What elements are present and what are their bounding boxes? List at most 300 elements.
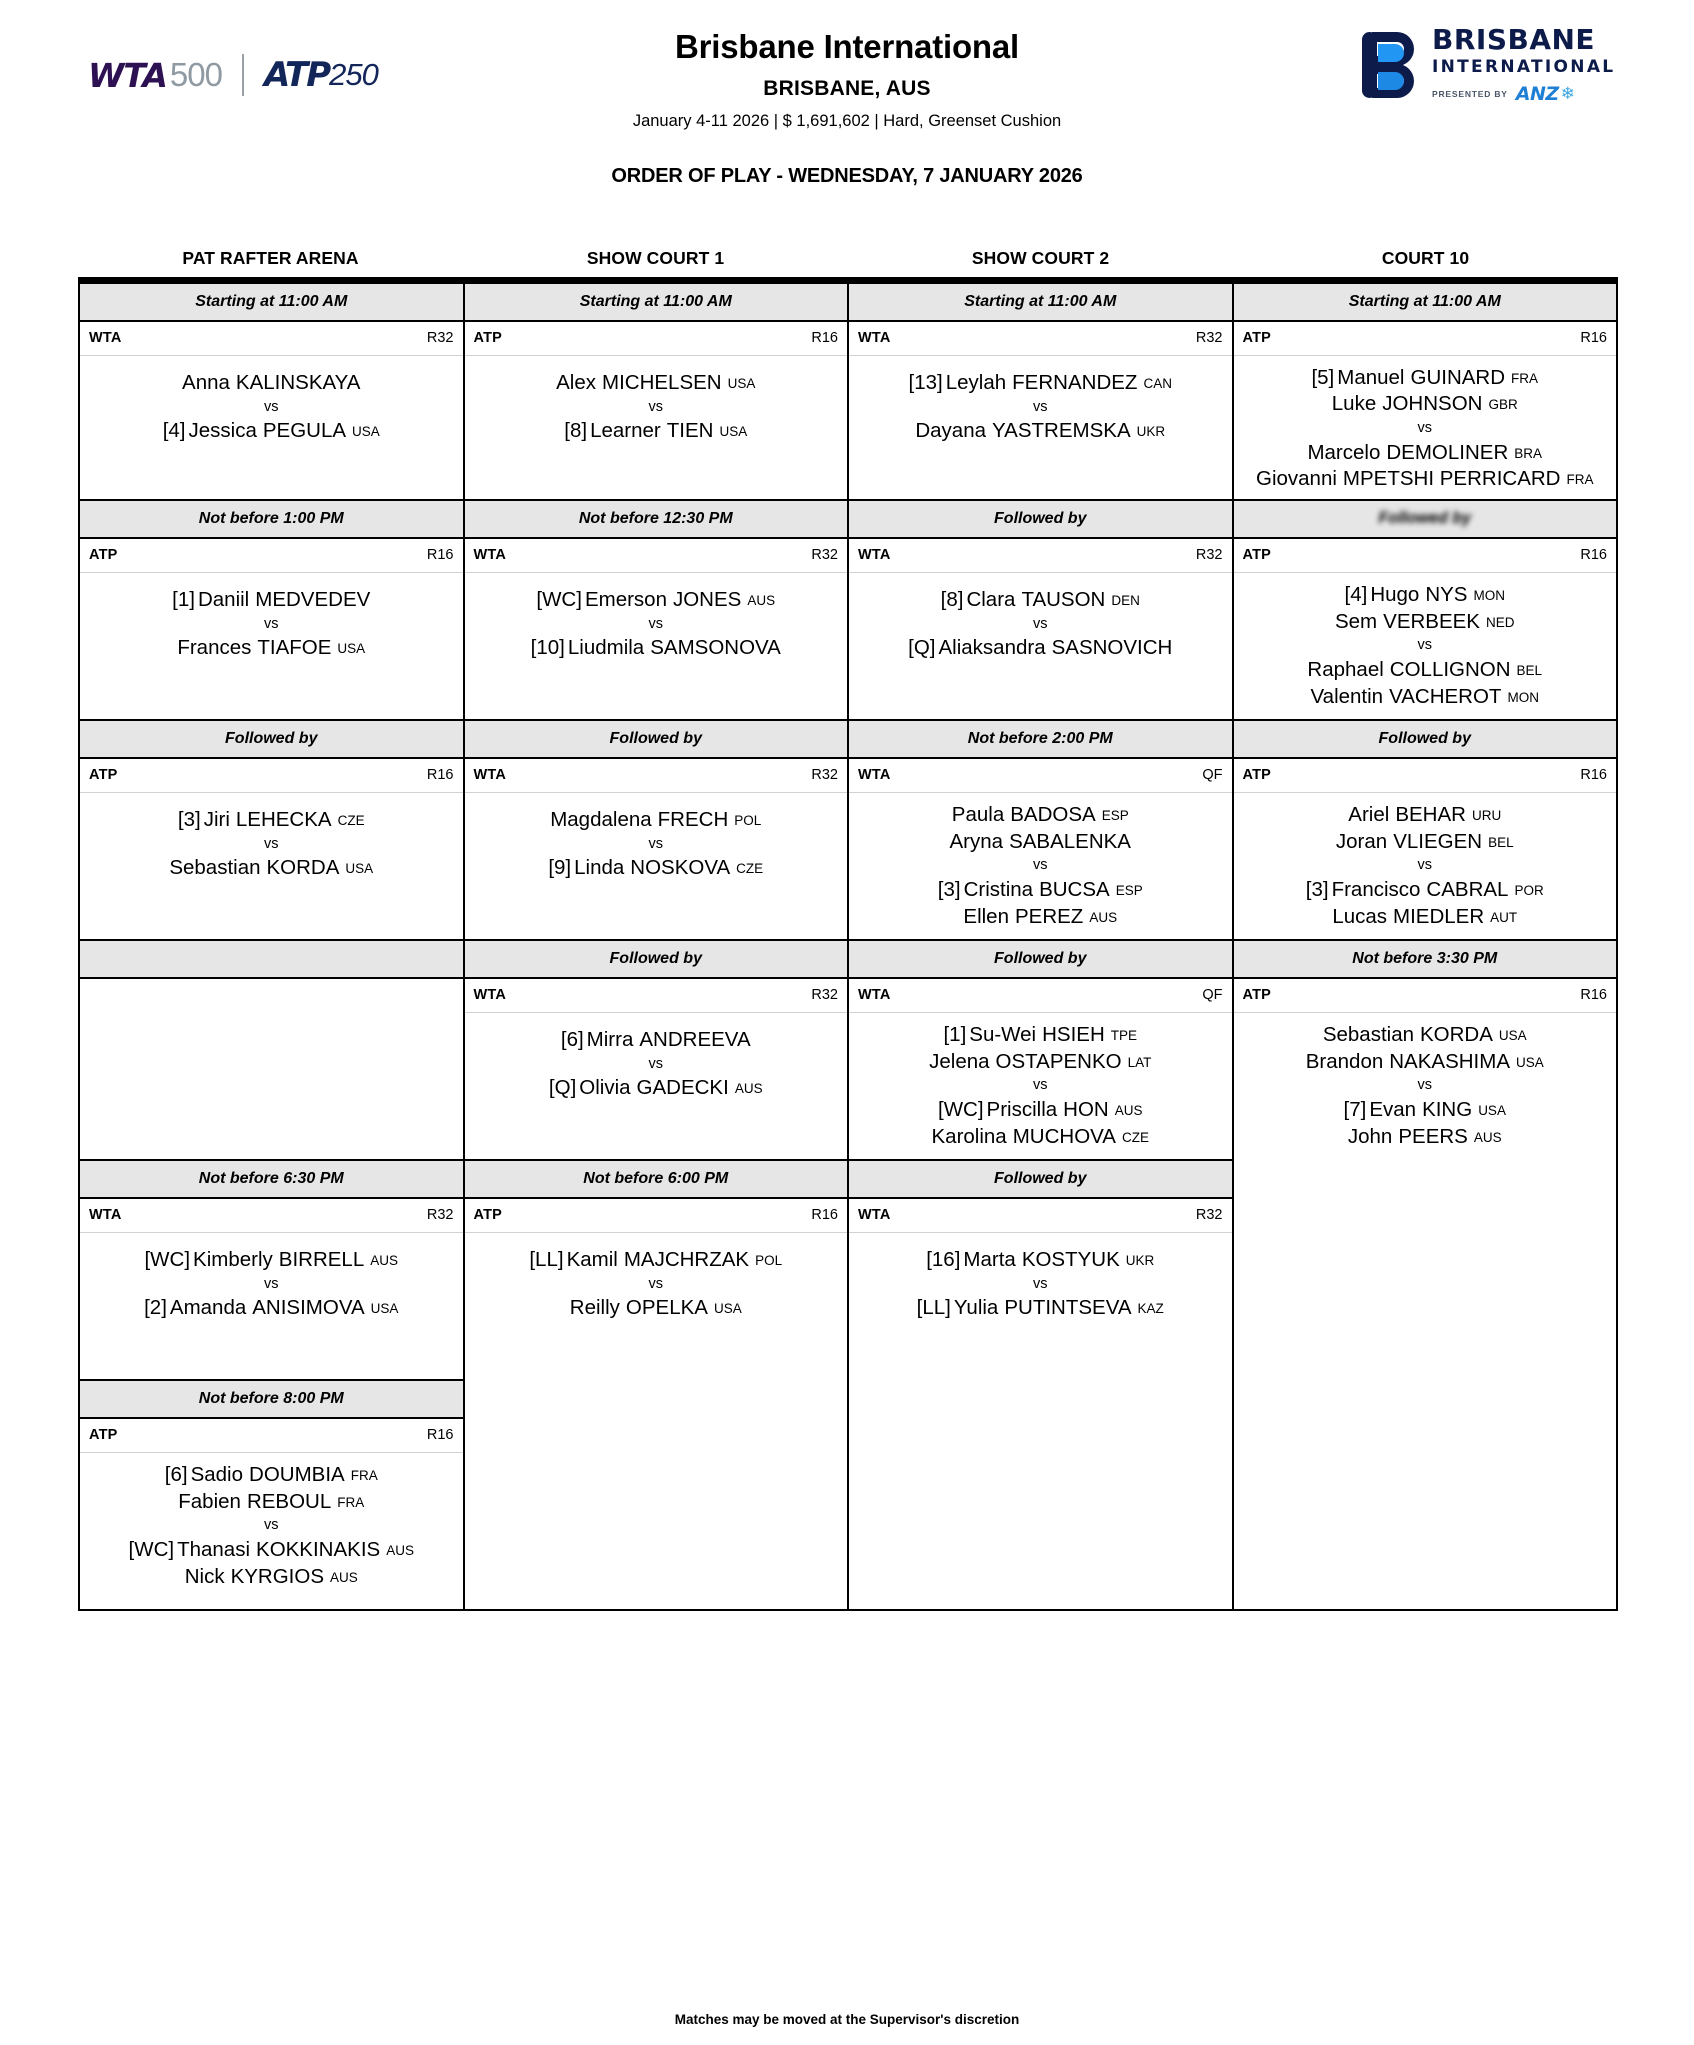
player-first-name: Jiri	[203, 808, 230, 831]
player-seed: [3]	[177, 808, 201, 831]
slot-time-label	[80, 719, 463, 759]
player-name	[182, 370, 360, 397]
slot-time-text: Not before 6:00 PM	[583, 1170, 729, 1187]
player-seed: [Q]	[548, 1076, 577, 1100]
player-first-name: Reilly	[569, 1296, 620, 1320]
player-name	[1335, 609, 1515, 636]
match-slot	[1234, 284, 1617, 499]
player-last-name: VACHEROT	[1389, 684, 1502, 708]
versus-label: vs	[1033, 398, 1048, 415]
match-tour: ATP	[1242, 987, 1272, 1003]
match-slot	[80, 284, 463, 499]
tournament-city: BRISBANE, AUS	[763, 77, 931, 100]
player-first-name: Fabien	[178, 1489, 241, 1513]
slot-time-text: Followed by	[994, 510, 1087, 527]
slot-time-label	[1234, 939, 1617, 979]
slot-time-label	[80, 1379, 463, 1419]
player-name	[1348, 802, 1501, 829]
empty-slot	[849, 1379, 1232, 1609]
player-country: UKR	[1136, 424, 1166, 440]
match-detail	[465, 356, 848, 499]
player-first-name: Evan	[1369, 1098, 1417, 1122]
player-first-name: Aryna	[949, 829, 1004, 853]
player-last-name: TIAFOE	[257, 636, 332, 660]
slot-time-label	[849, 719, 1232, 759]
slot-time-text: Followed by	[609, 950, 702, 967]
player-first-name: Ellen	[963, 904, 1009, 928]
player-country: AUS	[370, 1253, 399, 1268]
player-seed: [Q]	[908, 636, 936, 660]
tournament-meta: January 4-11 2026 | $ 1,691,602 | Hard, Greenset Cushion	[632, 112, 1062, 130]
player-last-name: PEGULA	[262, 419, 347, 443]
empty-match-cell	[80, 979, 463, 1159]
court-header-2: SHOW COURT 1	[586, 248, 725, 268]
player-name	[177, 635, 365, 662]
player-seed: [4]	[162, 419, 186, 443]
player-country: KAZ	[1137, 1301, 1164, 1317]
match-tour-bar	[849, 1199, 1232, 1233]
player-name	[178, 1489, 364, 1516]
player-name	[950, 829, 1131, 856]
player-name	[536, 587, 775, 614]
match-tour: ATP	[473, 330, 503, 346]
match-tour-bar	[1234, 539, 1617, 573]
match-tour: WTA	[858, 547, 891, 563]
slot-time-text: Followed by	[994, 1170, 1087, 1187]
player-last-name: FERNANDEZ	[1012, 371, 1138, 394]
player-first-name: Sadio	[190, 1463, 244, 1486]
match-round: R16	[426, 1427, 454, 1443]
player-country: BRA	[1514, 445, 1543, 461]
player-name	[178, 807, 365, 834]
player-last-name: KOKKINAKIS	[256, 1538, 381, 1562]
brisbane-b-icon	[1356, 30, 1418, 100]
player-first-name: John	[1347, 1124, 1393, 1148]
player-last-name: LEHECKA	[235, 808, 332, 831]
logo-brand-sub: INTERNATIONAL	[1432, 56, 1616, 77]
player-last-name: MICHELSEN	[602, 371, 722, 394]
player-last-name: HON	[1063, 1098, 1109, 1122]
court-header-4: COURT 10	[1381, 248, 1470, 268]
match-slot	[80, 719, 463, 939]
match-tour-bar	[465, 539, 848, 573]
player-last-name: SASNOVICH	[1051, 636, 1173, 660]
logo-sponsor: ANZ	[1515, 82, 1559, 105]
match-slot	[80, 1379, 463, 1609]
player-country: FRA	[337, 1494, 365, 1510]
versus-label: vs	[648, 398, 663, 415]
player-last-name: MIEDLER	[1393, 904, 1485, 928]
match-slot	[849, 499, 1232, 719]
player-country: USA	[1498, 1028, 1527, 1043]
versus-label: vs	[648, 615, 663, 632]
player-name	[943, 1022, 1137, 1049]
player-seed: [1]	[943, 1023, 967, 1046]
player-country: URU	[1471, 808, 1502, 823]
player-name	[185, 1564, 358, 1591]
player-name	[172, 587, 370, 614]
match-tour: ATP	[89, 767, 118, 783]
match-round: R16	[426, 767, 454, 783]
player-name	[570, 1295, 742, 1322]
player-country: POR	[1514, 883, 1544, 899]
player-last-name: JOHNSON	[1382, 392, 1483, 416]
match-round: R32	[1195, 547, 1223, 563]
player-first-name: Mirra	[586, 1028, 634, 1051]
player-last-name: MPETSHI PERRICARD	[1342, 467, 1561, 491]
slot-time-text: Starting at 11:00 AM	[964, 293, 1117, 310]
match-round: R32	[426, 330, 454, 346]
match-slot	[849, 939, 1232, 1159]
match-detail	[80, 1233, 463, 1379]
player-last-name: GUINARD	[1410, 365, 1506, 389]
player-country: AUS	[386, 1543, 414, 1559]
order-of-play-title: ORDER OF PLAY - WEDNESDAY, 7 JANUARY 2026	[611, 165, 1083, 187]
player-first-name: Emerson	[584, 588, 667, 611]
match-round: R16	[1580, 987, 1607, 1003]
match-tour: WTA	[473, 547, 507, 563]
match-round: R32	[811, 987, 838, 1003]
slot-time-label	[1234, 719, 1617, 759]
slot-time-label	[1234, 499, 1617, 539]
player-seed: [2]	[144, 1296, 167, 1320]
versus-label: vs	[648, 1275, 663, 1292]
match-tour-bar	[80, 759, 463, 793]
player-last-name: COLLIGNON	[1389, 658, 1511, 682]
player-last-name: PEREZ	[1014, 904, 1084, 928]
brisbane-international-logo	[1356, 22, 1636, 105]
player-first-name: Marta	[963, 1248, 1016, 1271]
player-name	[129, 1537, 414, 1564]
match-detail	[80, 793, 463, 939]
match-slot	[1234, 499, 1617, 719]
court-header-row	[78, 248, 1618, 277]
player-name	[908, 635, 1172, 662]
match-tour-bar	[465, 979, 848, 1013]
match-tour-bar	[849, 539, 1232, 573]
player-last-name: NAKASHIMA	[1389, 1049, 1510, 1073]
slot-time-label	[465, 499, 848, 539]
player-name	[144, 1295, 398, 1322]
match-detail	[465, 1013, 848, 1159]
versus-label: vs	[1417, 1077, 1432, 1094]
match-slot	[1234, 939, 1617, 1159]
versus-label: vs	[264, 615, 279, 632]
grid-top-rule	[78, 277, 1618, 284]
player-name	[556, 370, 755, 397]
player-country: AUS	[1089, 909, 1118, 925]
player-country: CZE	[337, 813, 365, 828]
player-first-name: Frances	[177, 636, 252, 660]
slot-time-text: Not before 6:30 PM	[198, 1170, 344, 1187]
player-name	[1344, 1097, 1506, 1124]
player-first-name: Daniil	[197, 588, 250, 611]
player-last-name: VLIEGEN	[1393, 829, 1483, 853]
player-country: UKR	[1125, 1253, 1155, 1268]
match-round: R16	[1580, 767, 1607, 783]
player-country: USA	[370, 1301, 399, 1317]
player-name	[929, 1049, 1151, 1076]
player-country: AUS	[1473, 1129, 1502, 1145]
player-country: BEL	[1488, 834, 1514, 850]
player-country: USA	[337, 641, 366, 657]
slot-time-label	[465, 1159, 848, 1199]
match-tour: WTA	[858, 1207, 891, 1223]
player-country: USA	[713, 1301, 742, 1317]
match-round: R32	[811, 767, 838, 783]
player-name	[938, 1097, 1143, 1124]
versus-label: vs	[648, 1055, 663, 1072]
player-country: FRA	[1511, 370, 1539, 386]
player-name	[144, 1247, 398, 1274]
match-round: R32	[1195, 1207, 1223, 1223]
match-tour: ATP	[1242, 329, 1272, 346]
court-header-3: SHOW COURT 2	[971, 248, 1110, 268]
player-first-name: Raphael	[1307, 658, 1384, 682]
match-tour: WTA	[858, 987, 891, 1003]
player-first-name: Leylah	[945, 371, 1007, 394]
player-last-name: OPELKA	[625, 1296, 708, 1320]
player-last-name: FRECH	[657, 808, 729, 831]
match-detail	[1234, 356, 1617, 499]
match-tour: WTA	[473, 767, 507, 783]
match-round: R32	[811, 547, 838, 563]
player-country: AUS	[1114, 1103, 1143, 1119]
player-country: CAN	[1143, 376, 1172, 391]
player-name	[926, 1247, 1154, 1274]
match-tour: ATP	[473, 1207, 503, 1223]
player-name	[941, 587, 1140, 614]
slot-time-label	[849, 1159, 1232, 1199]
player-name	[1345, 582, 1505, 609]
player-last-name: MUCHOVA	[1012, 1124, 1116, 1148]
player-country: DEN	[1111, 593, 1140, 608]
versus-label: vs	[648, 835, 663, 852]
player-seed: [10]	[530, 636, 565, 660]
match-round: R16	[811, 330, 838, 346]
slot-time-label	[80, 1159, 463, 1199]
player-first-name: Joran	[1335, 829, 1388, 853]
slot-time-label	[465, 939, 848, 979]
player-seed: [9]	[548, 856, 572, 880]
player-first-name: Anna	[182, 371, 230, 394]
slot-time-label	[80, 284, 463, 322]
match-detail	[465, 1233, 848, 1379]
player-country: GBR	[1488, 397, 1518, 413]
anz-leaf-icon: ❄	[1560, 83, 1575, 103]
match-detail	[465, 573, 848, 719]
player-first-name: Alex	[556, 371, 596, 394]
slot-time-text: Not before 8:00 PM	[198, 1390, 344, 1407]
empty-slot	[465, 1379, 848, 1609]
player-first-name: Clara	[966, 588, 1016, 611]
atp-level-text: 250	[329, 57, 378, 92]
player-name	[909, 370, 1172, 397]
player-seed: [WC]	[128, 1538, 175, 1562]
player-name	[564, 418, 747, 445]
match-tour: WTA	[858, 330, 891, 346]
player-last-name: TAUSON	[1021, 588, 1106, 611]
player-last-name: YASTREMSKA	[992, 419, 1131, 443]
player-first-name: Giovanni	[1256, 467, 1337, 491]
match-tour-bar	[465, 759, 848, 793]
player-seed: [LL]	[916, 1296, 951, 1320]
match-tour: WTA	[89, 1207, 122, 1223]
versus-label: vs	[1417, 419, 1432, 436]
match-detail	[80, 1453, 463, 1609]
match-tour-bar	[849, 759, 1232, 793]
player-first-name: Yulia	[953, 1296, 999, 1320]
versus-label: vs	[264, 398, 279, 415]
match-round: R16	[426, 547, 454, 563]
player-first-name: Linda	[574, 856, 625, 880]
slot-time-label	[1234, 284, 1617, 322]
slot-time-label	[80, 939, 463, 979]
match-detail	[849, 793, 1232, 939]
court-column-2	[465, 284, 850, 1609]
player-last-name: DEMOLINER	[1386, 440, 1509, 464]
player-first-name: Sebastian	[169, 856, 261, 880]
player-seed: [5]	[1311, 365, 1335, 389]
match-tour: WTA	[473, 987, 507, 1003]
match-round: QF	[1202, 767, 1223, 783]
player-first-name: Ariel	[1348, 803, 1390, 826]
player-first-name: Thanasi	[177, 1538, 251, 1562]
match-tour: ATP	[89, 1427, 118, 1443]
logo-presented-by: PRESENTED BY	[1432, 88, 1508, 99]
player-last-name: SAMSONOVA	[650, 636, 781, 660]
player-name	[1256, 466, 1593, 493]
match-detail	[849, 1233, 1232, 1379]
player-seed: [1]	[172, 588, 195, 611]
match-slot	[465, 1159, 848, 1379]
player-last-name: MEDVEDEV	[255, 588, 371, 611]
player-first-name: Sebastian	[1322, 1023, 1414, 1046]
player-first-name: Amanda	[169, 1296, 247, 1320]
player-last-name: KORDA	[266, 856, 340, 880]
slot-time-text: Not before 2:00 PM	[967, 730, 1113, 747]
match-slot	[849, 284, 1232, 499]
match-slot	[849, 1159, 1232, 1379]
player-seed: [8]	[564, 419, 588, 443]
player-last-name: OSTAPENKO	[995, 1049, 1122, 1073]
player-country: USA	[719, 424, 748, 440]
player-seed: [3]	[1305, 878, 1329, 902]
player-first-name: Priscilla	[986, 1098, 1058, 1122]
player-name	[1311, 684, 1539, 711]
versus-label: vs	[1033, 1275, 1048, 1292]
slot-time-label	[849, 939, 1232, 979]
player-last-name: KYRGIOS	[230, 1564, 324, 1588]
match-tour-bar	[80, 1419, 463, 1453]
match-round: QF	[1202, 987, 1223, 1003]
player-last-name: GADECKI	[636, 1076, 729, 1100]
player-last-name: BIRRELL	[278, 1248, 365, 1271]
match-tour-bar	[1234, 322, 1617, 356]
match-detail	[1234, 1013, 1617, 1159]
player-last-name: PUTINTSEVA	[1004, 1296, 1132, 1320]
match-round: R16	[1580, 547, 1607, 563]
player-name	[915, 418, 1165, 445]
court-columns	[78, 284, 1618, 1611]
player-name	[1332, 391, 1518, 418]
match-tour: WTA	[89, 330, 122, 346]
player-seed: [13]	[908, 371, 943, 394]
player-first-name: Marcelo	[1307, 440, 1381, 464]
player-country: USA	[1516, 1054, 1544, 1070]
player-first-name: Learner	[590, 419, 661, 443]
player-last-name: DOUMBIA	[249, 1463, 345, 1486]
player-country: AUS	[330, 1569, 358, 1585]
slot-time-text: Followed by	[1378, 730, 1471, 747]
player-first-name: Brandon	[1305, 1049, 1384, 1073]
player-name	[1348, 1124, 1502, 1151]
player-last-name: TIEN	[666, 419, 714, 443]
match-detail	[849, 356, 1232, 499]
match-round: R16	[1580, 329, 1607, 346]
empty-match-cell	[1234, 1159, 1617, 1379]
slot-time-label	[80, 499, 463, 539]
player-name	[1311, 365, 1538, 392]
player-seed: [4]	[1344, 583, 1368, 606]
player-name	[549, 1075, 763, 1102]
player-country: ESP	[1115, 883, 1143, 899]
versus-label: vs	[1417, 637, 1432, 654]
player-name	[917, 1295, 1164, 1322]
page-header	[0, 0, 1694, 155]
player-seed: [6]	[560, 1028, 584, 1051]
player-last-name: REBOUL	[246, 1489, 332, 1513]
player-country: LAT	[1127, 1054, 1152, 1070]
logo-brand: BRISBANE	[1432, 22, 1596, 56]
slot-time-text: Followed by	[609, 730, 702, 747]
player-seed: [16]	[926, 1248, 961, 1271]
player-last-name: VERBEEK	[1383, 609, 1480, 633]
player-country: USA	[727, 376, 756, 391]
match-tour-bar	[80, 1199, 463, 1233]
player-last-name: KALINSKAYA	[235, 371, 361, 394]
player-name	[932, 1124, 1149, 1151]
footer-note: Matches may be moved at the Supervisor's discretion	[674, 2012, 1020, 2027]
slot-time-label	[849, 284, 1232, 322]
player-name	[1306, 877, 1544, 904]
player-name	[550, 807, 761, 834]
match-detail	[849, 573, 1232, 719]
match-slot	[80, 499, 463, 719]
empty-slot	[1234, 1159, 1617, 1379]
empty-slot	[1234, 1379, 1617, 1609]
match-tour-bar	[1234, 759, 1617, 793]
player-first-name: Su-Wei	[969, 1023, 1037, 1046]
player-name	[1323, 1022, 1527, 1049]
player-country: AUS	[747, 593, 776, 608]
player-last-name: ANDREEVA	[639, 1028, 751, 1051]
player-last-name: SABALENKA	[1009, 829, 1131, 853]
player-first-name: Jessica	[188, 419, 257, 443]
match-tour-bar	[849, 322, 1232, 356]
match-tour: ATP	[1242, 767, 1272, 783]
match-slot	[465, 719, 848, 939]
versus-label: vs	[1033, 1077, 1048, 1094]
tournament-name: Brisbane International	[674, 28, 1019, 65]
player-last-name: KOSTYUK	[1021, 1248, 1120, 1271]
match-detail	[465, 793, 848, 939]
match-slot	[80, 1159, 463, 1379]
match-round: R32	[426, 1207, 454, 1223]
player-name	[169, 855, 373, 882]
empty-slot	[80, 939, 463, 1159]
player-first-name: Hugo	[1370, 583, 1420, 606]
